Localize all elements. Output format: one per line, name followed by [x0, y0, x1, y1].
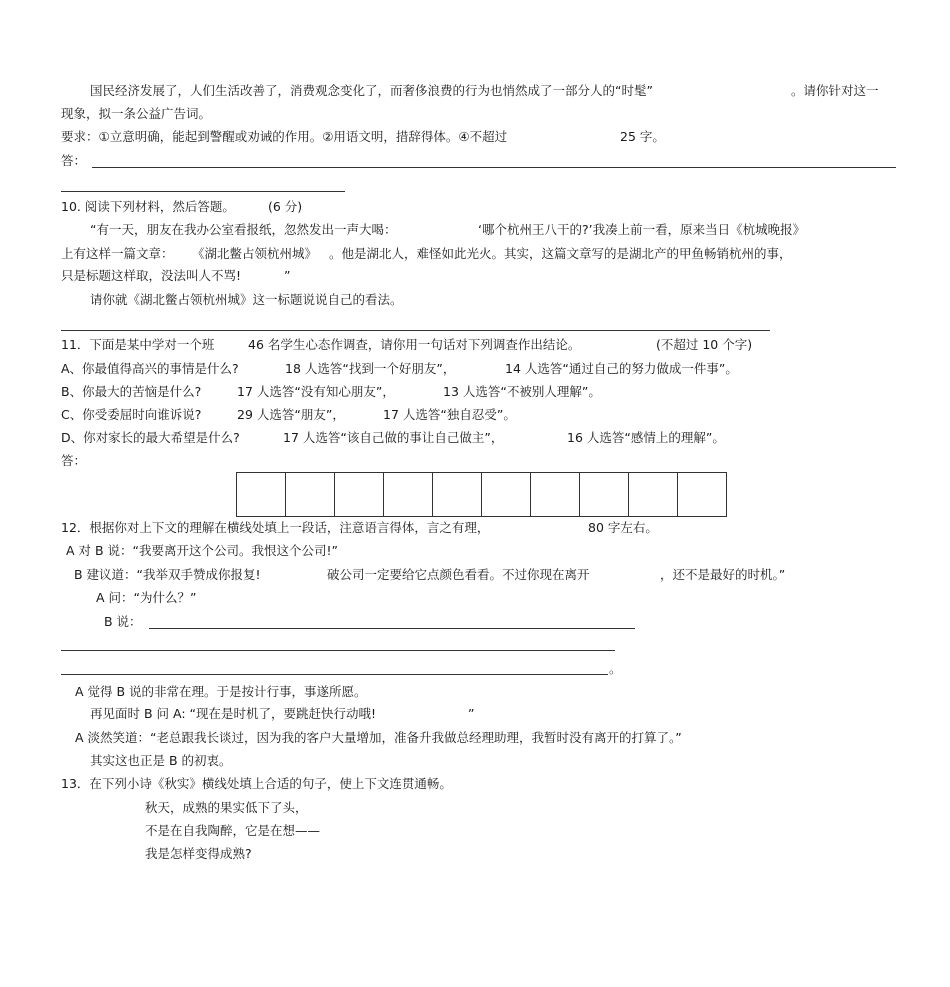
q12-line-4: B 说： — [104, 614, 142, 629]
answer-box[interactable] — [237, 473, 286, 516]
q9-answer-line[interactable] — [92, 167, 896, 168]
q11-item-c-question: C、你受委屈时向谁诉说? — [61, 407, 202, 422]
q12-line-6b: ” — [468, 706, 475, 721]
q12-line-7: A 淡然笑道：“老总跟我长谈过，因为我的客户大量增加，准备升我做总经理助理，我暂时没有离开的打算了。” — [75, 730, 682, 745]
q9-requirement: 要求：①立意明确，能起到警醒或劝诫的作用。②用语文明，措辞得体。④不超过 — [61, 129, 508, 144]
q11-item-d-answer1: 17 人选答“该自己做的事让自己做主”， — [283, 430, 504, 445]
q11-item-c-answer2: 17 人选答“独自忍受”。 — [383, 407, 516, 422]
q11-item-b-answer1: 17 人选答“没有知心朋友”， — [237, 384, 395, 399]
answer-box[interactable] — [286, 473, 335, 516]
answer-box[interactable] — [531, 473, 580, 516]
q9-line2: 现象，拟一条公益广告词。 — [61, 106, 212, 121]
q10-para3-b: ” — [284, 268, 291, 283]
q9-word-limit: 25 字。 — [620, 129, 665, 144]
q10-para2-a: 上有这样一篇文章： — [61, 246, 174, 261]
q11-item-a-question: A、你最值得高兴的事情是什么? — [61, 361, 239, 376]
q12-line-5: A 觉得 B 说的非常在理。于是按计行事，事遂所愿。 — [75, 684, 367, 699]
answer-box[interactable] — [580, 473, 629, 516]
answer-box[interactable] — [384, 473, 433, 516]
q9-answer-line-2[interactable] — [61, 191, 345, 192]
q13-poem-line-3: 我是怎样变得成熟? — [145, 846, 252, 861]
answer-box[interactable] — [335, 473, 384, 516]
q12-end-mark: 。 — [609, 661, 622, 676]
q12-title-a: 12．根据你对上下文的理解在横线处填上一段话，注意语言得体，言之有理， — [61, 520, 490, 535]
answer-box[interactable] — [678, 473, 726, 516]
q12-line-3: A 问：“为什么？” — [96, 590, 197, 605]
q11-item-d-question: D、你对家长的最大希望是什么? — [61, 430, 240, 445]
answer-box[interactable] — [629, 473, 678, 516]
q10-para2-c: 。他是湖北人，难怪如此光火。其实，这篇文章写的是湖北产的甲鱼畅销杭州的事， — [329, 246, 792, 261]
q10-para1-b: ‘哪个杭州王八干的?’我凑上前一看，原来当日《杭城晚报》 — [478, 222, 806, 237]
q10-para2-title: 《湖北鳖占领杭州城》 — [192, 246, 318, 261]
q10-para3-a: 只是标题这样取，没法叫人不骂! — [61, 268, 242, 283]
q12-answer-line-3[interactable] — [61, 674, 608, 675]
q12-line-2a: B 建议道：“我举双手赞成你报复! — [74, 567, 261, 582]
q11-item-d-answer2: 16 人选答“感情上的理解”。 — [567, 430, 725, 445]
answer-box[interactable] — [482, 473, 531, 516]
q13-title: 13．在下列小诗《秋实》横线处填上合适的句子，使上下文连贯通畅。 — [61, 776, 452, 791]
q9-line1-end: 。请你针对这一 — [791, 83, 879, 98]
q11-title-b: 46 名学生心态作调查，请你用一句话对下列调查作出结论。 — [248, 337, 581, 352]
q12-answer-line-1[interactable] — [149, 628, 635, 629]
q9-answer-label: 答： — [61, 153, 87, 168]
answer-box[interactable] — [433, 473, 482, 516]
q11-item-a-answer1: 18 人选答“找到一个好朋友”， — [285, 361, 456, 376]
q11-item-b-answer2: 13 人选答“不被别人理解”。 — [443, 384, 601, 399]
q12-line-2c: ，还不是最好的时机。” — [660, 567, 786, 582]
q11-item-c-answer1: 29 人选答“朋友”， — [237, 407, 345, 422]
q13-poem-line-2: 不是在自我陶醉，它是在想—— — [145, 823, 321, 838]
q13-poem-line-1: 秋天，成熟的果实低下了头， — [145, 800, 308, 815]
q11-title-limit: (不超过 10 个字) — [656, 337, 753, 352]
q11-item-b-question: B、你最大的苦恼是什么? — [61, 384, 202, 399]
q12-line-6a: 再见面时 B 问 A: “现在是时机了，要跳赶快行动哦! — [90, 706, 376, 721]
q10-prompt: 请你就《湖北鳖占领杭州城》这一标题说说自己的看法。 — [90, 292, 403, 307]
q10-answer-line[interactable] — [61, 330, 770, 331]
q10-para1-a: “有一天，朋友在我办公室看报纸，忽然发出一声大喝： — [90, 222, 397, 237]
q12-line-8: 其实这也正是 B 的初衷。 — [90, 753, 232, 768]
q12-line-1: A 对 B 说：“我要离开这个公司。我恨这个公司!” — [66, 543, 339, 558]
q12-title-b: 80 字左右。 — [588, 520, 658, 535]
q11-answer-label: 答： — [61, 453, 87, 468]
q9-line1: 国民经济发展了，人们生活改善了，消费观念变化了，而奢侈浪费的行为也悄然成了一部分人的“时髦” — [90, 83, 653, 98]
q11-title-a: 11．下面是某中学对一个班 — [61, 337, 215, 352]
q10-title: 10. 阅读下列材料，然后答题。 — [61, 199, 235, 214]
q12-line-2b: 破公司一定要给它点颜色看看。不过你现在离开 — [327, 567, 590, 582]
q11-item-a-answer2: 14 人选答“通过自己的努力做成一件事”。 — [505, 361, 738, 376]
q11-answer-grid — [236, 472, 727, 517]
q12-answer-line-2[interactable] — [61, 650, 615, 651]
q10-score: (6 分) — [268, 199, 303, 214]
